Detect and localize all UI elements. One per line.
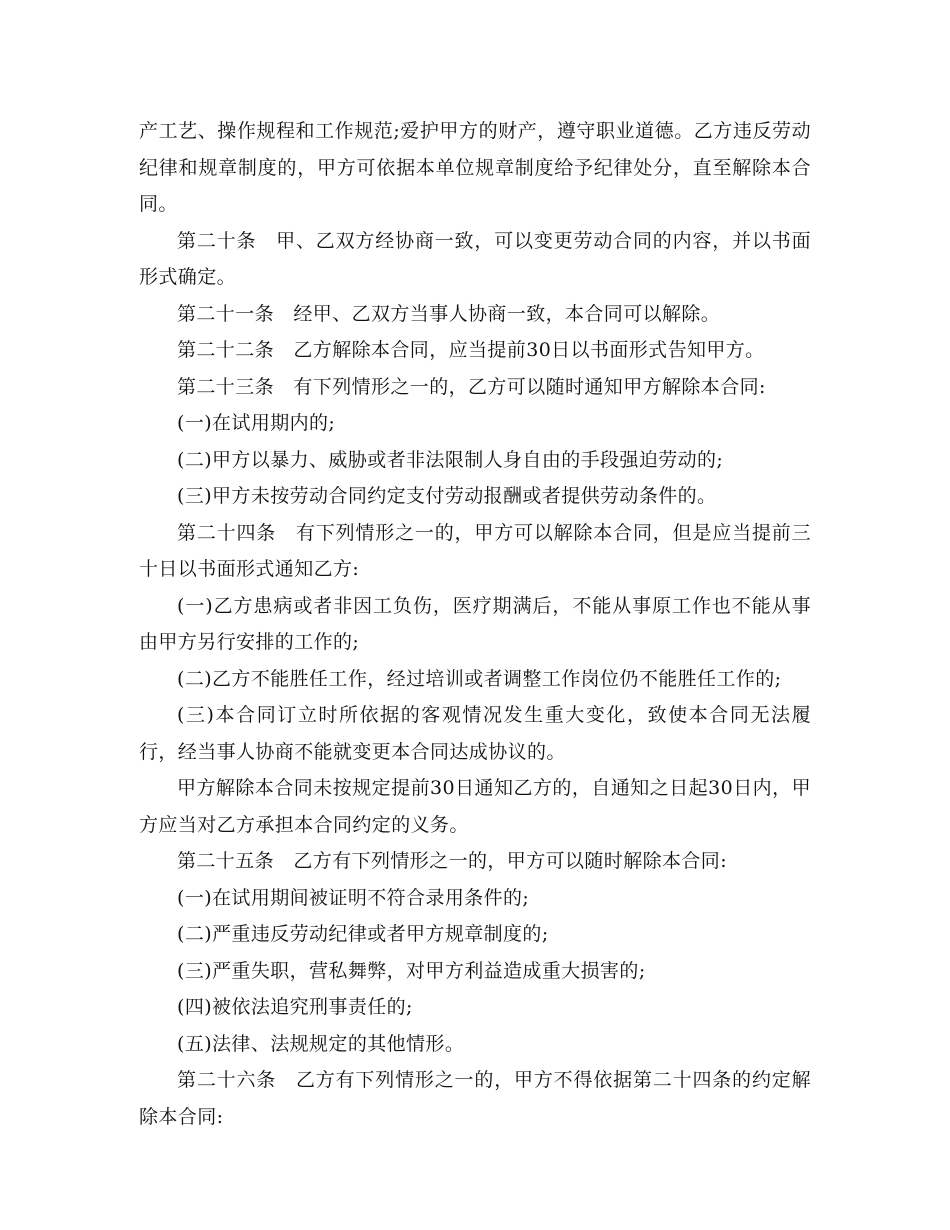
article-25-item-3: (三)严重失职，营私舞弊，对甲方利益造成重大损害的; <box>177 959 646 982</box>
article-25: 第二十五条 乙方有下列情形之一的，甲方可以随时解除本合同: <box>177 850 728 872</box>
article-25-item-2: (二)严重违反劳动纪律或者甲方规章制度的; <box>177 923 549 945</box>
article-23: 第二十三条 有下列情形之一的，乙方可以随时通知甲方解除本合同: <box>177 375 766 398</box>
article-24-item-2: (二)乙方不能胜任工作，经过培训或者调整工作岗位仍不能胜任工作的; <box>177 667 782 690</box>
article-24-item-1: (一)乙方患病或者非因工负伤，医疗期满后，不能从事原工作也不能从事由甲方另行安排的工作的; <box>139 594 811 653</box>
article-25-item-4: (四)被依法追究刑事责任的; <box>177 996 413 1018</box>
article-25-item-1: (一)在试用期间被证明不符合录用条件的; <box>177 886 530 909</box>
document-body <box>139 113 811 1135</box>
article-20: 第二十条 甲、乙双方经协商一致，可以变更劳动合同的内容，并以书面形式确定。 <box>139 229 811 288</box>
article-23-item-2: (二)甲方以暴力、威胁或者非法限制人身自由的手段强迫劳动的; <box>177 448 724 471</box>
paragraph-continuation: 产工艺、操作规程和工作规范;爱护甲方的财产，遵守职业道德。乙方违反劳动纪律和规章制度的，甲方可依据本单位规章制度给予纪律处分，直至解除本合同。 <box>139 120 811 215</box>
article-21: 第二十一条 经甲、乙双方当事人协商一致，本合同可以解除。 <box>177 302 721 325</box>
article-24: 第二十四条 有下列情形之一的，甲方可以解除本合同，但是应当提前三十日以书面形式通知乙方: <box>139 521 811 580</box>
article-22: 第二十二条 乙方解除本合同，应当提前30日以书面形式告知甲方。 <box>177 339 765 361</box>
article-23-item-3: (三)甲方未按劳动合同约定支付劳动报酬或者提供劳动条件的。 <box>177 485 717 507</box>
article-24-item-3: (三)本合同订立时所依据的客观情况发生重大变化，致使本合同无法履行，经当事人协商不能就变更本合同达成协议的。 <box>139 704 811 763</box>
article-24-note: 甲方解除本合同未按规定提前30日通知乙方的，自通知之日起30日内，甲方应当对乙方承担本合同约定的义务。 <box>139 777 811 836</box>
article-26: 第二十六条 乙方有下列情形之一的，甲方不得依据第二十四条的约定解除本合同: <box>139 1069 811 1128</box>
article-23-item-1: (一)在试用期内的; <box>177 412 336 434</box>
article-25-item-5: (五)法律、法规规定的其他情形。 <box>177 1032 465 1055</box>
